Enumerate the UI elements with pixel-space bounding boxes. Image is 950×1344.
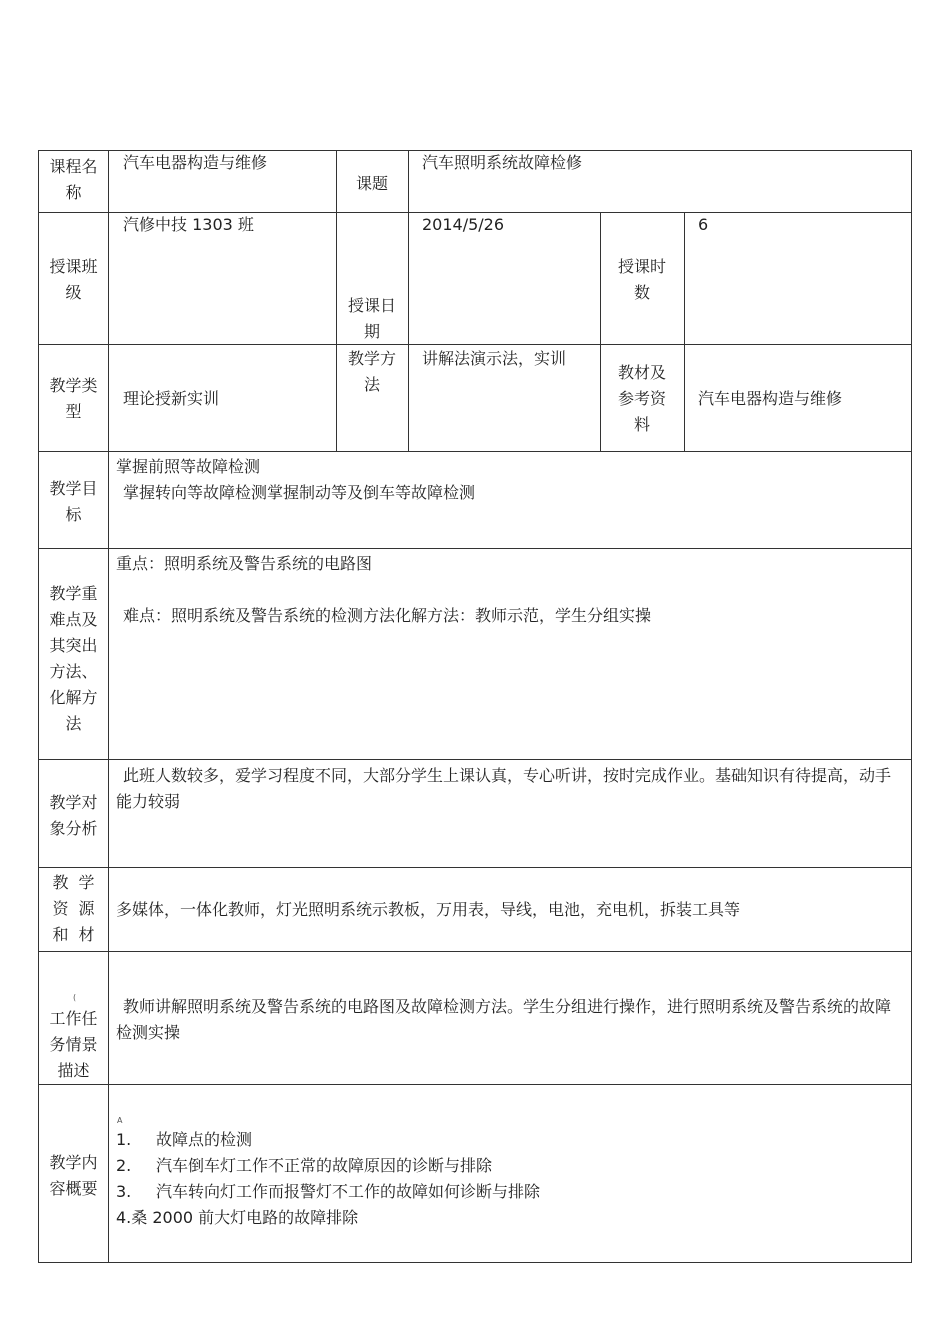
label-line: 数 — [633, 283, 650, 302]
teaching-resources-label — [39, 870, 108, 948]
label-line: 法 — [65, 714, 82, 733]
date-value: 2014/5/26 — [422, 215, 505, 234]
row-divider — [39, 548, 911, 549]
label-line: 期 — [363, 322, 380, 341]
row-divider — [39, 344, 911, 345]
student-analysis-label — [39, 790, 108, 842]
goal-line-2: 掌握转向等故障检测掌握制动等及倒车等故障检测 — [123, 483, 476, 502]
label-line: 教学目 — [49, 479, 98, 498]
label-line: 教学对 — [49, 793, 98, 812]
content-item-text: 故障点的检测 — [156, 1130, 253, 1149]
content-item-number: 3. — [116, 1182, 132, 1201]
column-divider — [108, 151, 109, 1263]
class-label — [39, 254, 108, 306]
content-item-text: 汽车倒车灯工作不正常的故障原因的诊断与排除 — [156, 1156, 493, 1175]
label-line: 工作任 — [49, 1009, 98, 1028]
teaching-type-label — [39, 373, 108, 425]
content-mark: A — [117, 1116, 123, 1125]
content-item-number: 2. — [116, 1156, 132, 1175]
content-item-4: 4.桑 2000 前大灯电路的故障排除 — [116, 1208, 359, 1227]
column-divider — [408, 151, 409, 451]
topic-value: 汽车照明系统故障检修 — [422, 153, 583, 172]
content-item — [116, 1153, 492, 1179]
method-value: 讲解法演示法，实训 — [422, 349, 567, 368]
label-line: 参考资 — [617, 389, 666, 408]
label-line: 和材 — [52, 925, 105, 944]
label-line: 其突出 — [49, 636, 98, 655]
label-line: 型 — [65, 402, 82, 421]
method-label — [336, 346, 408, 398]
label-line: 教学 — [52, 873, 105, 892]
label-line: 教学内 — [49, 1153, 98, 1172]
difficult-point-line: 难点：照明系统及警告系统的检测方法化解方法：教师示范，学生分组实操 — [123, 606, 652, 625]
label-line: 教学方 — [347, 349, 396, 368]
content-item-number: 1. — [116, 1130, 132, 1149]
label-line: 资源 — [52, 899, 105, 918]
teaching-resources-text: 多媒体，一体化教师，灯光照明系统示教板，万用表，导线，电池，充电机，拆装工具等 — [116, 900, 741, 919]
row-divider — [39, 759, 911, 760]
label-line: 级 — [65, 283, 82, 302]
content-item-text: 汽车转向灯工作而报警灯不工作的故障如何诊断与排除 — [156, 1182, 541, 1201]
goal-line-1: 掌握前照等故障检测 — [116, 457, 261, 476]
label-line: 称 — [65, 183, 82, 202]
work-scenario-text: 教师讲解照明系统及警告系统的电路图及故障检测方法。学生分组进行操作，进行照明系统及警告系统的故障检测实操 — [116, 997, 892, 1042]
student-analysis-text: 此班人数较多，爱学习程度不同，大部分学生上课认真，专心听讲，按时完成作业。基础知识有待提高，动手能力较弱 — [116, 766, 892, 811]
label-line: 教材及 — [617, 363, 666, 382]
content-summary-label — [39, 1150, 108, 1202]
date-label — [336, 293, 408, 345]
label-line: 描述 — [57, 1061, 90, 1080]
topic-label: 课题 — [355, 174, 388, 193]
label-line: 授课日 — [347, 296, 396, 315]
row-divider — [39, 451, 911, 452]
row-divider — [39, 1084, 911, 1085]
content-item — [116, 1179, 540, 1205]
work-scenario-label — [39, 1006, 108, 1084]
row-divider — [39, 951, 911, 952]
column-divider — [684, 212, 685, 451]
hours-value: 6 — [698, 215, 709, 234]
label-line: 授课时 — [617, 257, 666, 276]
label-line: 授课班 — [49, 257, 98, 276]
key-point-line: 重点：照明系统及警告系统的电路图 — [116, 554, 373, 573]
label-line: 难点及 — [49, 610, 98, 629]
content-item — [116, 1127, 252, 1153]
material-value: 汽车电器构造与维修 — [698, 389, 843, 408]
hours-label — [600, 254, 684, 306]
scenario-mark: ( — [73, 993, 77, 1002]
teaching-type-value: 理论授新实训 — [123, 389, 220, 408]
lesson-plan-table — [38, 150, 912, 1263]
label-line: 法 — [363, 375, 380, 394]
course-name-value: 汽车电器构造与维修 — [123, 153, 268, 172]
class-value: 汽修中技 1303 班 — [123, 215, 254, 234]
label-line: 标 — [65, 505, 82, 524]
label-line: 方法、 — [49, 662, 98, 681]
label-line: 容概要 — [49, 1179, 98, 1198]
label-line: 料 — [633, 415, 650, 434]
label-line: 务情景 — [49, 1035, 98, 1054]
teaching-goal-label — [39, 476, 108, 528]
material-label — [600, 360, 684, 438]
row-divider — [39, 867, 911, 868]
label-line: 教学类 — [49, 376, 98, 395]
label-line: 课程名 — [49, 157, 98, 176]
label-line: 教学重 — [49, 584, 98, 603]
course-name-label — [39, 154, 108, 206]
label-line: 象分析 — [49, 819, 98, 838]
key-difficult-points-label — [39, 581, 108, 737]
label-line: 化解方 — [49, 688, 98, 707]
